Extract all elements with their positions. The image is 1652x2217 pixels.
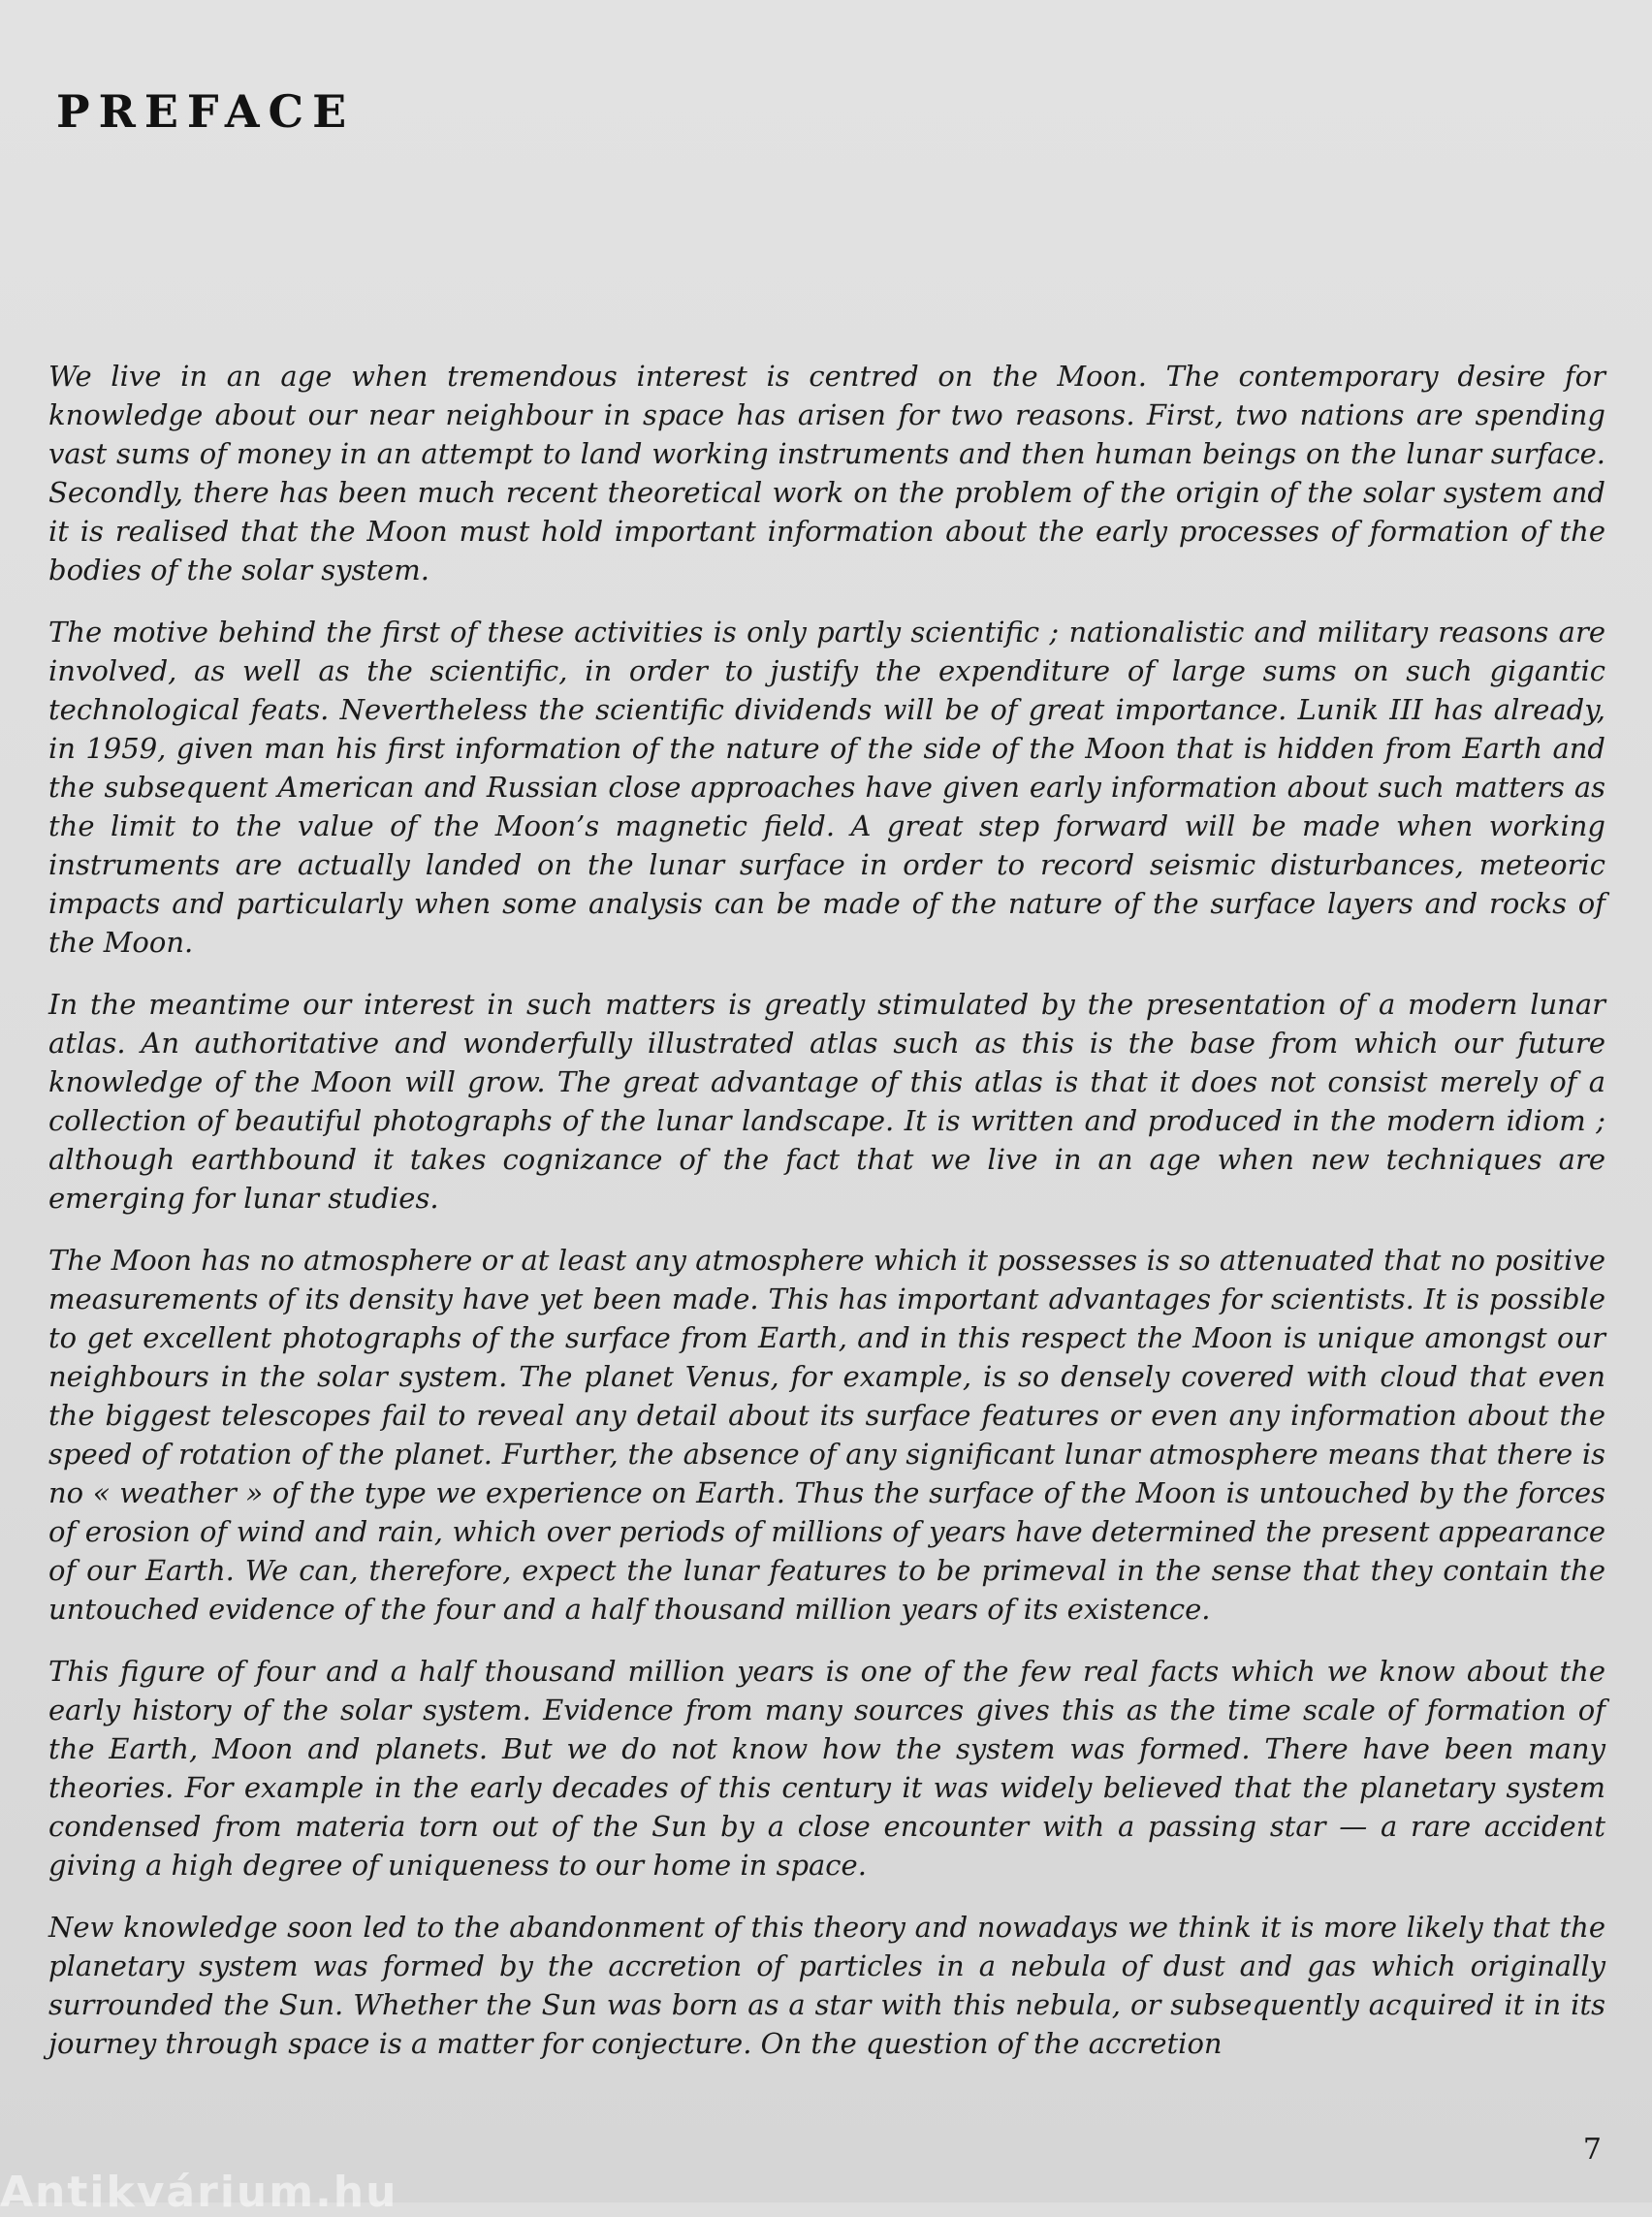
paragraph-3: In the meantime our interest in such matters is greatly stimulated by the presentation of a modern lunar atlas. An authoritative and wonderfully illustrated atlas such as this is the base from which our future knowledge of the Moon will grow. The great advantage of this atlas is that it does not consist merely of a collection of beautiful photographs of the lunar landscape. It is written and produced in the modern idiom ; although earthbound it takes cognizance of the fact that we live in an age when new techniques are emerging for lunar studies.	[48, 988, 1605, 1215]
watermark: Antikvárium.hu	[0, 2168, 398, 2217]
page-number: 7	[1582, 2133, 1602, 2167]
preface-body	[48, 357, 1605, 2086]
paragraph-1: We live in an age when tremendous interest is centred on the Moon. The contemporary desire for knowledge about our near neighbour in space has arisen for two reasons. First, two nations are spending vast sums of money in an attempt to land working instruments and then human beings on the lunar surface. Secondly, there has been much recent theoretical work on the problem of the origin of the solar system and it is realised that the Moon must hold important information about the early processes of formation of the bodies of the solar system.	[48, 360, 1605, 586]
paragraph-4: The Moon has no atmosphere or at least any atmosphere which it possesses is so attenuated that no positive measurements of its density have yet been made. This has important advantages for scientists. It is possible to get excellent photographs of the surface from Earth, and in this respect the Moon is unique amongst our neighbours in the solar system. The planet Venus, for example, is so densely covered with cloud that even the biggest telescopes fail to reveal any detail about its surface features or even any information about the speed of rotation of the planet. Further, the absence of any significant lunar atmosphere means that there is no « weather » of the type we experience on Earth. Thus the surface of the Moon is untouched by the forces of erosion of wind and rain, which over periods of millions of years have determined the present appearance of our Earth. We can, therefore, expect the lunar features to be primeval in the sense that they contain the untouched evidence of the four and a half thousand million years of its existence.	[48, 1244, 1605, 1626]
paragraph-5: This figure of four and a half thousand million years is one of the few real facts which we know about the early history of the solar system. Evidence from many sources gives this as the time scale of formation of the Earth, Moon and planets. But we do not know how the system was formed. There have been many theories. For example in the early decades of this century it was widely believed that the planetary system condensed from materia torn out of the Sun by a close encounter with a passing star — a rare accident giving a high degree of uniqueness to our home in space.	[48, 1655, 1605, 1882]
paragraph-2: The motive behind the first of these activities is only partly scientific ; nationalistic and military reasons are involved, as well as the scientific, in order to justify the expenditure of large sums on such gigantic technological feats. Nevertheless the scientific dividends will be of great importance. Lunik III has already, in 1959, given man his first information of the nature of the side of the Moon that is hidden from Earth and the subsequent American and Russian close approaches have given early information about such matters as the limit to the value of the Moon’s magnetic field. A great step forward will be made when working instruments are actually landed on the lunar surface in order to record seismic disturbances, meteoric impacts and particularly when some analysis can be made of the nature of the surface layers and rocks of the Moon.	[48, 616, 1605, 959]
paragraph-6: New knowledge soon led to the abandonment of this theory and nowadays we think it is more likely that the planetary system was formed by the accretion of particles in a nebula of dust and gas which originally surrounded the Sun. Whether the Sun was born as a star with this nebula, or subsequently acquired it in its journey through space is a matter for conjecture. On the question of the accretion	[48, 1911, 1605, 2060]
page-title: PREFACE	[56, 85, 356, 138]
